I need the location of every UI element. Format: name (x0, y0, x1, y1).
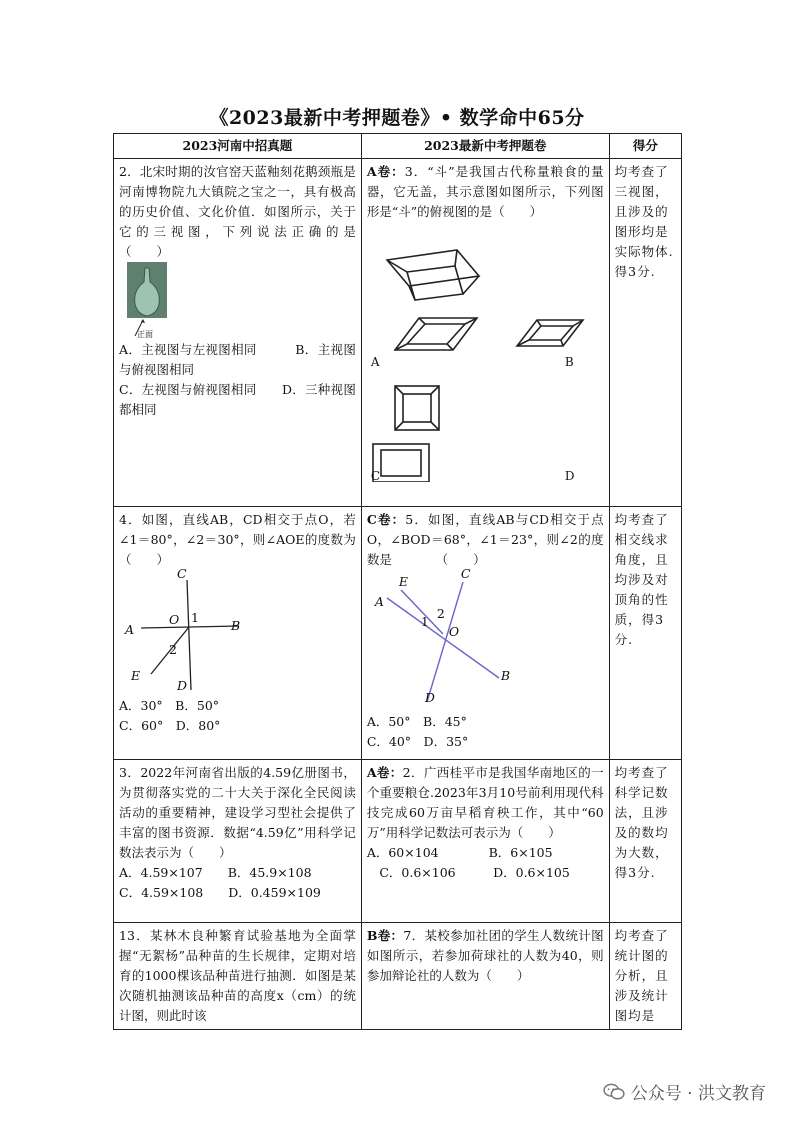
table-row (114, 507, 682, 760)
option-line: A．主视图与左视图相同 B．主视图与俯视图相同 (119, 342, 356, 377)
watermark (603, 1079, 766, 1104)
score-text: 均考查了统计图的分析，且涉及统计图均是 (614, 928, 669, 1023)
question-text: 2．北宋时期的汝官窑天蓝釉刻花鹅颈瓶是河南博物院九大镇院之宝之一，具有极高的历史价值、文化价值．如图所示，关于它的三视图，下列说法正确的是 （ ） (119, 164, 431, 259)
option-line: A．60×104 B．6×105 (366, 845, 553, 860)
mock-question-cell (361, 507, 609, 760)
option-line: C．0.6×106 D．0.6×105 (366, 865, 570, 880)
score-cell (609, 507, 681, 760)
option-c-figure (395, 386, 439, 430)
option-b-figure (517, 320, 583, 346)
option-line: A．4.59×107 B．45.9×108 (119, 865, 312, 880)
label-1: 1 (420, 614, 429, 629)
option-line: C．60° D．80° (119, 718, 221, 733)
watermark-text: 公众号 · 洪文教育 (630, 1084, 766, 1104)
table-row (114, 760, 682, 923)
question-text: 13．某林木良种繁育试验基地为全面掌握“无絮杨”品种苗的生长规律，定期对培育的1000棵该品种苗进行抽测．如图是某次随机抽测该品种苗的高度x（cm）的统计图，则此时该 (119, 928, 356, 1023)
label-c: C (177, 566, 187, 581)
vase-photo (123, 262, 183, 340)
label-c: C (460, 566, 471, 581)
henan-question-cell (114, 507, 362, 760)
question-text: 3．2022年河南省出版的4.59亿册图书，为贯彻落实党的二十大关于深化全民阅读活动的重要精神，建设学习型社会提供了丰富的图书资源．数据“4.59亿”用科学记数法表示为（ ） (119, 765, 356, 860)
score-cell (609, 923, 681, 1030)
table-row (114, 159, 682, 507)
question-text: 3．“斗”是我国古代称量粮食的量器，它无盖，其示意图如图所示，下列图形是“斗”的俯视图的是（ ） (366, 164, 604, 219)
label-o: O (448, 624, 460, 639)
label-e: E (398, 574, 408, 589)
label-2: 2 (169, 642, 177, 657)
mock-question-cell (361, 923, 609, 1030)
table-header-row (114, 134, 682, 159)
paper-prefix: A卷： (366, 164, 405, 179)
option-line: A．30° B．50° (119, 698, 220, 713)
option-a-figure (395, 318, 477, 350)
label-b: B (231, 618, 241, 633)
intersecting-lines-figure (367, 566, 604, 712)
paper-prefix: B卷： (366, 928, 404, 943)
label-d: D (177, 678, 188, 693)
front-label: 正面 (137, 330, 153, 339)
paper-prefix: A卷： (366, 765, 403, 780)
option-d-figure (373, 444, 429, 482)
label-c: C (370, 469, 381, 483)
label-1: 1 (191, 610, 199, 625)
label-b: B (500, 668, 511, 683)
score-text: 均考查了三视图，且涉及的图形均是实际物体.得3分. (614, 164, 674, 279)
header-henan: 2023河南中招真题 (114, 134, 362, 159)
label-d: D (424, 690, 435, 705)
label-2: 2 (436, 606, 445, 621)
label-d: D (564, 469, 575, 483)
score-text: 均考查了相交线求角度，且均涉及对顶角的性质，得3分. (614, 512, 669, 647)
page-title: 《2023最新中考押题卷》• 数学命中65分 (209, 107, 585, 129)
header-mock: 2023最新中考押题卷 (361, 134, 609, 159)
table-row (114, 923, 682, 1030)
question-text: 4．如图，直线AB，CD相交于点O，若∠1＝80°，∠2＝30°，则∠AOE的度数为（ ） (119, 512, 356, 567)
dou-figures (367, 222, 604, 482)
option-line: C．40° D．35° (366, 734, 469, 749)
question-text: 7．某校参加社团的学生人数统计图如图所示，若参加荷球社的人数为40，则参加辩论社的人数为（ ） (366, 928, 604, 983)
wechat-icon (603, 1083, 625, 1101)
intersecting-lines-figure (119, 566, 356, 696)
question-text: 2．广西桂平市是我国华南地区的一个重要粮仓.2023年3月10号前利用现代科技完成60万亩早稻育秧工作，其中“60万”用科学记数法可表示为（ ） (366, 765, 604, 840)
comparison-table (113, 133, 682, 1030)
henan-question-cell (114, 923, 362, 1030)
label-a: A (374, 594, 384, 609)
mock-question-cell (361, 159, 609, 507)
option-line: C．4.59×108 D．0.459×109 (119, 885, 321, 900)
score-cell (609, 159, 681, 507)
label-o: O (169, 612, 180, 627)
option-line: A．50° B．45° (366, 714, 467, 729)
option-line: C．左视图与俯视图相同 D．三种视图都相同 (119, 382, 356, 417)
label-e: E (131, 668, 141, 683)
paper-prefix: C卷： (366, 512, 406, 527)
question-text: 5．如图，直线AB与CD相交于点O，∠BOD＝68°，∠1＝23°，则∠2的度数是 （ ） (366, 512, 604, 567)
score-cell (609, 760, 681, 923)
label-b: B (564, 355, 574, 369)
henan-question-cell (114, 760, 362, 923)
dou-3d-figure (387, 250, 479, 300)
label-a: A (125, 622, 135, 637)
score-text: 均考查了科学记数法，且涉及的数均为大数，得3分. (614, 765, 669, 880)
header-score: 得分 (609, 134, 681, 159)
mock-question-cell (361, 760, 609, 923)
label-a: A (370, 355, 380, 369)
